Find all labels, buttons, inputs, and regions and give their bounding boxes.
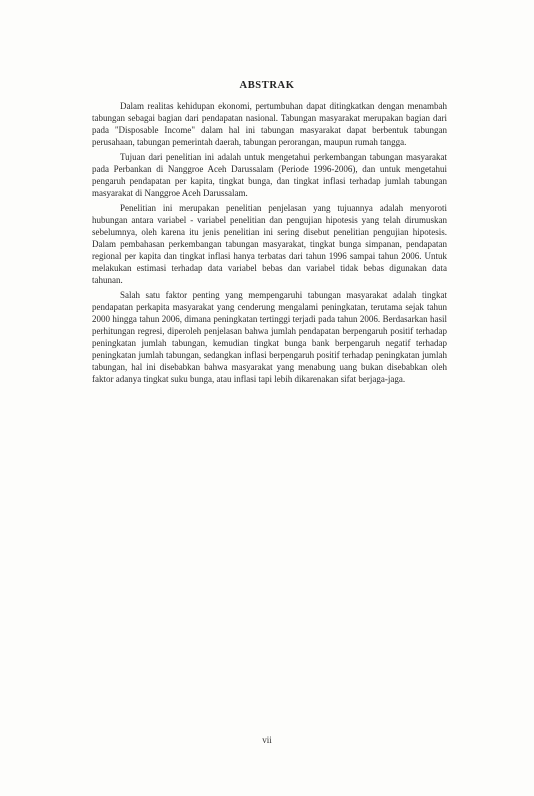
abstract-body bbox=[92, 100, 447, 388]
abstract-paragraph-4: Salah satu faktor penting yang mempengaruhi tabungan masyarakat adalah tingkat pendapatan perkapita masyarakat yang cenderung mengalami peningkatan, terutama sejak tahun 2000 hingga tahun 2006, dimana peningkatan tertinggi terjadi pada tahun 2006. Berdasarkan hasil perhitungan regresi, diperoleh penjelasan bahwa jumlah pendapatan berpengaruh positif terhadap peningkatan jumlah tabungan, kemudian tingkat bunga bank berpengaruh negatif terhadap peningkatan jumlah tabungan, sedangkan inflasi berpengaruh positif terhadap peningkatan jumlah tabungan, hal ini disebabkan bahwa masyarakat yang menabung uang bukan disebabkan oleh faktor adanya tingkat suku bunga, atau inflasi tapi lebih dikarenakan sifat berjaga-jaga. bbox=[92, 290, 447, 384]
page-number: vii bbox=[262, 735, 272, 745]
abstract-paragraph-3: Penelitian ini merupakan penelitian penjelasan yang tujuannya adalah menyoroti hubungan antara variabel - variabel penelitian dan pengujian hipotesis yang telah dirumuskan sebelumnya, oleh karena itu jenis penelitian ini sering disebut penelitian pengujian hipotesis. Dalam pembahasan perkembangan tabungan masyarakat, tingkat bunga simpanan, pendapatan regional per kapita dan tingkat inflasi hanya terbatas dari tahun 1996 sampai tahun 2006. Untuk melakukan estimasi terhadap data variabel bebas dan variabel tidak bebas digunakan data tahunan. bbox=[92, 203, 447, 285]
abstract-paragraph-2: Tujuan dari penelitian ini adalah untuk mengetahui perkembangan tabungan masyarakat pada Perbankan di Nanggroe Aceh Darussalam (Periode 1996-2006), dan untuk mengetahui pengaruh pendapatan per kapita, tingkat bunga, dan tingkat inflasi terhadap jumlah tabungan masyarakat di Nanggroe Aceh Darussalam. bbox=[92, 152, 447, 198]
abstract-paragraph-1: Dalam realitas kehidupan ekonomi, pertumbuhan dapat ditingkatkan dengan menambah tabungan sebagai bagian dari pendapatan nasional. Tabungan masyarakat merupakan bagian dari pada "Disposable Income" dalam hal ini tabungan masyarakat dapat berbentuk tabungan perusahaan, tabungan pemerintah daerah, tabungan perorangan, maupun rumah tangga. bbox=[92, 101, 447, 147]
abstract-title: ABSTRAK bbox=[239, 80, 295, 91]
